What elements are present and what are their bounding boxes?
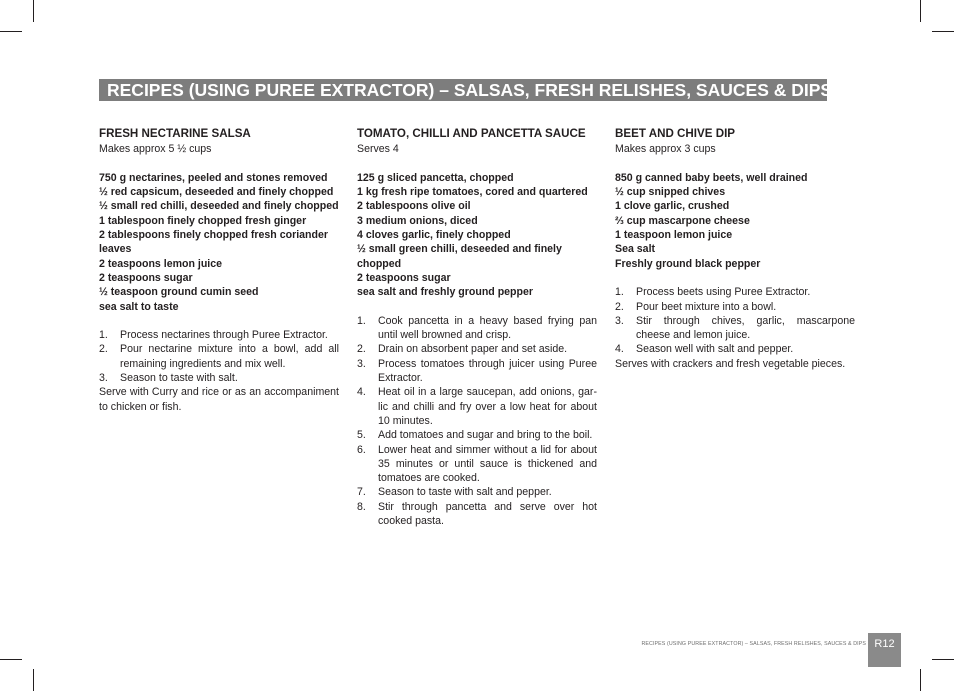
step-number: 3. <box>99 372 108 385</box>
ingredient-list <box>357 171 597 300</box>
step-number: 3. <box>615 314 624 327</box>
recipe-column <box>99 127 339 414</box>
ingredient-item: 850 g canned baby beets, well drained <box>615 171 808 184</box>
method-step <box>99 342 339 371</box>
ingredient-item: Freshly ground black pepper <box>615 257 761 270</box>
method-step <box>357 500 597 529</box>
step-text: Stir through chives, garlic, mascarpone cheese and lemon juice. <box>636 314 855 342</box>
step-text: Drain on absorbent paper and set aside. <box>378 343 568 356</box>
ingredient-list <box>615 171 855 271</box>
recipe-column <box>615 127 855 371</box>
recipe-yield: Makes approx 3 cups <box>615 143 716 156</box>
ingredient-item: ½ cup snipped chives <box>615 186 726 199</box>
ingredient-item: 2 teaspoons sugar <box>357 271 451 284</box>
method-step <box>357 357 597 386</box>
step-number: 1. <box>357 314 366 327</box>
recipe-yield: Makes approx 5 ½ cups <box>99 143 212 156</box>
step-number: 1. <box>615 286 624 299</box>
ingredient-item: 2 tablespoons finely chopped fresh coriander leaves <box>99 229 328 256</box>
recipe-column <box>357 127 597 528</box>
ingredient-item: 1 teaspoon lemon juice <box>615 229 733 242</box>
step-text: Season to taste with salt. <box>120 372 238 385</box>
ingredient-item: ½ teaspoon ground cumin seed <box>99 286 259 299</box>
method-steps <box>357 314 597 528</box>
step-number: 6. <box>357 443 366 456</box>
step-number: 5. <box>357 429 366 442</box>
method-step <box>357 428 597 442</box>
page-number: R12 <box>868 633 901 667</box>
recipe-yield: Serves 4 <box>357 143 399 156</box>
step-text: Add tomatoes and sugar and bring to the boil. <box>378 429 593 442</box>
step-text: Season to taste with salt and pepper. <box>378 486 552 499</box>
step-text: Cook pancetta in a heavy based frying pan until well browned and crisp. <box>378 314 597 342</box>
step-number: 1. <box>99 329 108 342</box>
ingredient-item: ½ red capsicum, deseeded and finely chopped <box>99 186 334 199</box>
method-step <box>615 314 855 343</box>
method-step <box>357 385 597 428</box>
ingredient-item: 1 kg fresh ripe tomatoes, cored and quartered <box>357 186 588 199</box>
method-step <box>615 285 855 299</box>
crop-mark <box>33 0 34 22</box>
footer-running-title: RECIPES (USING PUREE EXTRACTOR) – SALSAS, FRESH RELISHES, SAUCES & DIPS <box>641 641 866 647</box>
step-text: Process beets using Puree Extractor. <box>636 286 811 299</box>
step-text: Process nectarines through Puree Extractor. <box>120 329 328 342</box>
method-step <box>99 328 339 342</box>
step-number: 4. <box>615 343 624 356</box>
crop-mark <box>920 0 921 22</box>
serving-note: Serve with Curry and rice or as an accompaniment to chicken or fish. <box>99 386 339 413</box>
step-text: Stir through pancetta and serve over hot cooked pasta. <box>378 500 597 528</box>
step-number: 2. <box>99 343 108 356</box>
crop-mark <box>33 669 34 691</box>
step-number: 2. <box>357 343 366 356</box>
method-step <box>357 443 597 486</box>
step-text: Heat oil in a large saucepan, add onions, garlic and chilli and fry over a low heat for about 10 minutes. <box>378 386 597 427</box>
serving-note: Serves with crackers and fresh vegetable pieces. <box>615 357 846 370</box>
ingredient-item: 2 teaspoons sugar <box>99 271 193 284</box>
crop-mark <box>932 659 954 660</box>
step-number: 4. <box>357 386 366 399</box>
ingredient-item: 1 tablespoon finely chopped fresh ginger <box>99 214 307 227</box>
ingredient-list <box>99 171 339 314</box>
step-text: Pour nectarine mixture into a bowl, add all remaining ingredients and mix well. <box>120 343 339 370</box>
recipe-title: BEET AND CHIVE DIP <box>615 127 736 140</box>
method-step <box>357 342 597 356</box>
ingredient-item: ⅔ cup mascarpone cheese <box>615 214 750 227</box>
step-number: 3. <box>357 357 366 370</box>
method-step <box>99 371 339 385</box>
method-steps <box>615 285 855 356</box>
crop-mark <box>0 659 22 660</box>
crop-mark <box>920 669 921 691</box>
ingredient-item: sea salt to taste <box>99 300 179 313</box>
ingredient-item: 4 cloves garlic, finely chopped <box>357 229 511 242</box>
step-text: Lower heat and simmer without a lid for about 35 minutes or until sauce is thickened and tomatoes are cooked. <box>378 443 597 485</box>
step-number: 2. <box>615 300 624 313</box>
ingredient-item: 750 g nectarines, peeled and stones removed <box>99 171 328 184</box>
method-steps <box>99 328 339 385</box>
recipe-title: TOMATO, CHILLI AND PANCETTA SAUCE <box>357 127 586 140</box>
section-banner-title: RECIPES (USING PUREE EXTRACTOR) – SALSAS, FRESH RELISHES, SAUCES & DIPS <box>99 79 827 101</box>
ingredient-item: Sea salt <box>615 243 656 256</box>
step-text: Season well with salt and pepper. <box>636 343 794 356</box>
ingredient-item: 3 medium onions, diced <box>357 214 478 227</box>
step-number: 7. <box>357 486 366 499</box>
method-step <box>357 485 597 499</box>
method-step <box>615 300 855 314</box>
ingredient-item: 2 tablespoons olive oil <box>357 200 471 213</box>
ingredient-item: ½ small red chilli, deseeded and finely chopped <box>99 200 339 213</box>
step-text: Pour beet mixture into a bowl. <box>636 300 777 313</box>
method-step <box>615 342 855 356</box>
ingredient-item: ½ small green chilli, deseeded and finely chopped <box>357 243 562 270</box>
method-step <box>357 314 597 343</box>
ingredient-item: 125 g sliced pancetta, chopped <box>357 171 514 184</box>
step-text: Process tomatoes through juicer using Puree Extractor. <box>378 357 597 385</box>
ingredient-item: 1 clove garlic, crushed <box>615 200 730 213</box>
ingredient-item: sea salt and freshly ground pepper <box>357 286 534 299</box>
crop-mark <box>0 31 22 32</box>
recipe-title: FRESH NECTARINE SALSA <box>99 127 251 140</box>
ingredient-item: 2 teaspoons lemon juice <box>99 257 223 270</box>
step-number: 8. <box>357 500 366 513</box>
crop-mark <box>932 31 954 32</box>
